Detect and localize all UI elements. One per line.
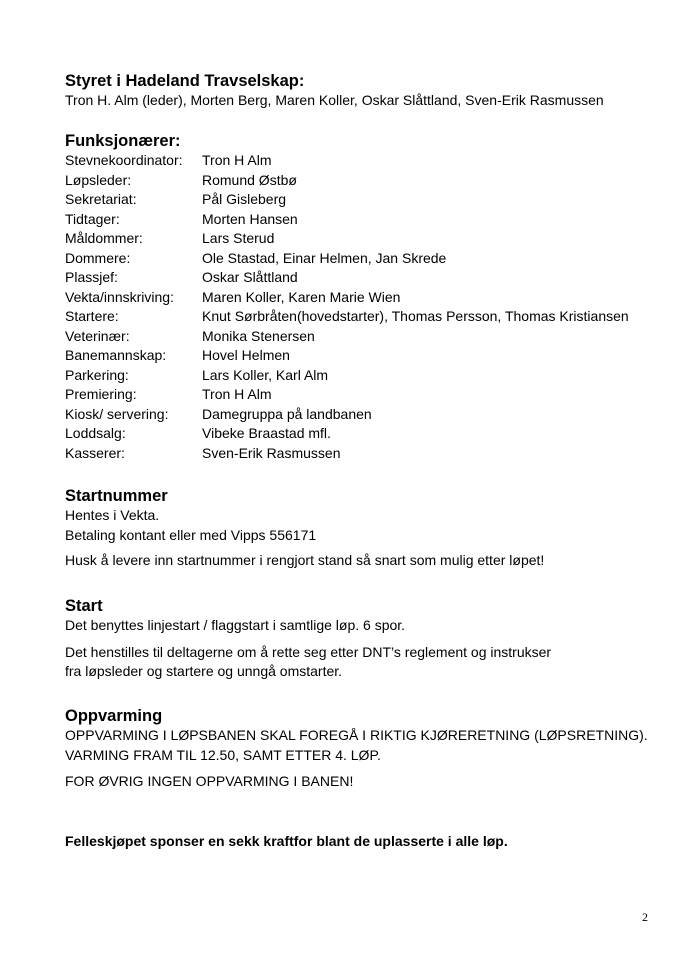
official-role: Kiosk/ servering: bbox=[65, 405, 169, 422]
sponsor-section bbox=[65, 832, 655, 852]
official-role: Parkering: bbox=[65, 366, 129, 383]
official-role: Sekretariat: bbox=[65, 191, 137, 207]
official-name: Vibeke Braastad mfl. bbox=[202, 425, 331, 441]
official-row bbox=[65, 366, 655, 386]
board-heading: Styret i Hadeland Travselskap: bbox=[65, 72, 305, 90]
official-role: Startere: bbox=[65, 308, 119, 324]
startnummer-line-2: Betaling kontant eller med Vipps 556171 bbox=[65, 526, 317, 543]
oppvarming-line-1: OPPVARMING I LØPSBANEN SKAL FOREGÅ I RIKTIG KJØRERETNING (LØPSRETNING). bbox=[65, 727, 648, 743]
official-row bbox=[65, 151, 655, 171]
official-name: Tron H Alm bbox=[202, 386, 272, 402]
sponsor-note: Felleskjøpet sponser en sekk kraftfor blant de uplasserte i alle løp. bbox=[65, 833, 508, 849]
official-row bbox=[65, 346, 655, 366]
official-role: Stevnekoordinator: bbox=[65, 152, 183, 168]
official-role: Løpsleder: bbox=[65, 171, 132, 188]
start-section bbox=[65, 596, 655, 682]
official-row bbox=[65, 249, 655, 269]
official-row bbox=[65, 424, 655, 444]
official-role: Dommere: bbox=[65, 249, 131, 266]
official-role: Banemannskap: bbox=[65, 347, 167, 363]
official-role: Vekta/innskriving: bbox=[65, 288, 174, 305]
official-name: Monika Stenersen bbox=[202, 327, 315, 344]
startnummer-line-1: Hentes i Vekta. bbox=[65, 507, 160, 523]
official-name: Romund Østbø bbox=[202, 171, 297, 188]
official-role: Kasserer: bbox=[65, 444, 125, 461]
official-name: Knut Sørbråten(hovedstarter), Thomas Persson, Thomas Kristiansen bbox=[202, 308, 629, 324]
startnummer-heading: Startnummer bbox=[65, 487, 168, 505]
start-heading: Start bbox=[65, 597, 103, 615]
start-line-2: Det henstilles til deltagerne om å rette seg etter DNT’s reglement og instrukser bbox=[65, 643, 552, 660]
official-row bbox=[65, 307, 655, 327]
officials-heading: Funksjonærer: bbox=[65, 132, 181, 150]
official-name: Lars Sterud bbox=[202, 230, 275, 246]
official-role: Måldommer: bbox=[65, 230, 143, 246]
official-name: Oskar Slåttland bbox=[202, 269, 298, 285]
board-members: Tron H. Alm (leder), Morten Berg, Maren Koller, Oskar Slåttland, Sven-Erik Rasmussen bbox=[65, 92, 604, 108]
official-row bbox=[65, 385, 655, 405]
official-name: Pål Gisleberg bbox=[202, 191, 287, 207]
start-line-1: Det benyttes linjestart / flaggstart i samtlige løp. 6 spor. bbox=[65, 617, 406, 633]
official-row bbox=[65, 268, 655, 288]
startnummer-section bbox=[65, 486, 655, 571]
official-name: Lars Koller, Karl Alm bbox=[202, 366, 329, 383]
official-row bbox=[65, 444, 655, 464]
oppvarming-section bbox=[65, 706, 655, 792]
oppvarming-line-2: VARMING FRAM TIL 12.50, SAMT ETTER 4. LØP. bbox=[65, 746, 381, 763]
official-role: Tidtager: bbox=[65, 210, 120, 227]
official-role: Veterinær: bbox=[65, 327, 130, 344]
official-row bbox=[65, 327, 655, 347]
official-name: Maren Koller, Karen Marie Wien bbox=[202, 288, 401, 305]
official-role: Loddsalg: bbox=[65, 425, 126, 441]
page-number: 2 bbox=[642, 910, 648, 924]
startnummer-line-3: Husk å levere inn startnummer i rengjort stand så snart som mulig etter løpet! bbox=[65, 552, 545, 568]
oppvarming-heading: Oppvarming bbox=[65, 707, 163, 725]
official-row bbox=[65, 288, 655, 308]
official-name: Ole Stastad, Einar Helmen, Jan Skrede bbox=[202, 249, 447, 266]
officials-list bbox=[65, 151, 655, 463]
board-section bbox=[65, 71, 655, 111]
start-line-3: fra løpsleder og startere og unngå omstarter. bbox=[65, 663, 343, 679]
official-row bbox=[65, 171, 655, 191]
official-role: Premiering: bbox=[65, 386, 137, 402]
official-name: Hovel Helmen bbox=[202, 347, 290, 363]
official-name: Damegruppa på landbanen bbox=[202, 405, 372, 422]
oppvarming-line-3: FOR ØVRIG INGEN OPPVARMING I BANEN! bbox=[65, 773, 354, 789]
official-name: Morten Hansen bbox=[202, 210, 298, 227]
official-name: Sven-Erik Rasmussen bbox=[202, 444, 341, 461]
official-row bbox=[65, 229, 655, 249]
official-row bbox=[65, 210, 655, 230]
official-row bbox=[65, 405, 655, 425]
official-name: Tron H Alm bbox=[202, 152, 272, 168]
official-row bbox=[65, 190, 655, 210]
official-role: Plassjef: bbox=[65, 269, 118, 285]
officials-section bbox=[65, 131, 655, 463]
